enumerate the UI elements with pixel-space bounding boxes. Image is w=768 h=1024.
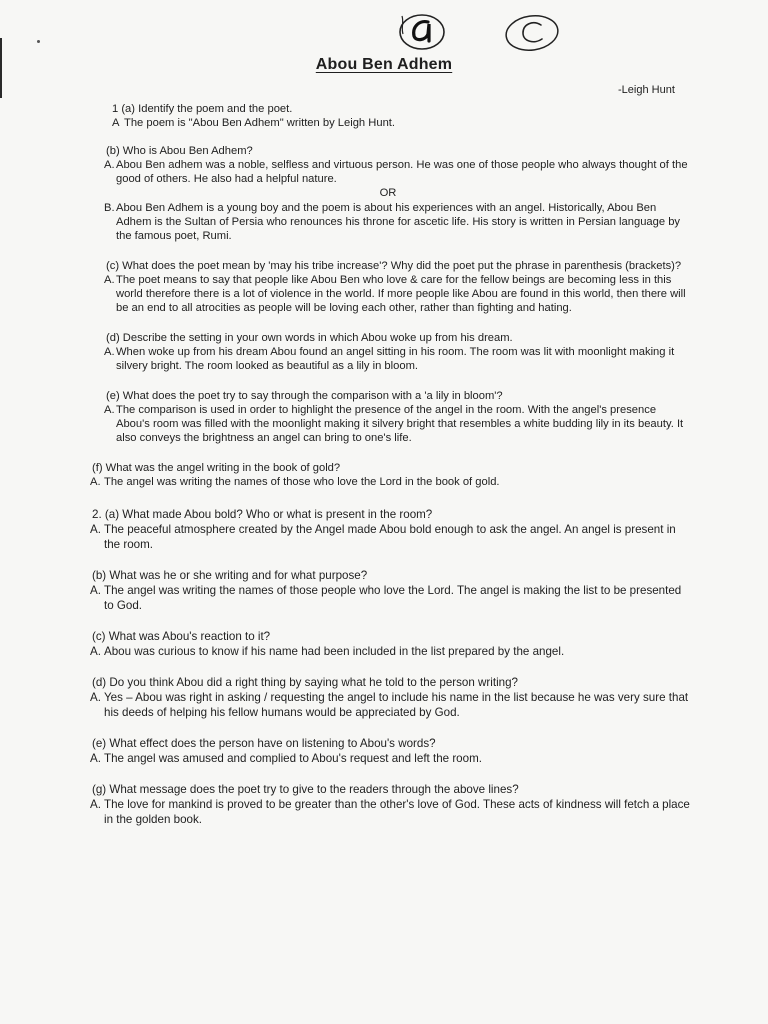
answer-marker: A [112, 117, 120, 129]
question-text: (g) What message does the poet try to give to the readers through the above lines? [92, 783, 519, 796]
answer-marker: A. [104, 274, 115, 286]
answer-text: The angel was writing the names of those who love the Lord in the book of gold. [104, 476, 500, 488]
answer-text: Abou was curious to know if his name had been included in the list prepared by the angel. [104, 645, 565, 658]
handwritten-circled-a-mark [392, 10, 448, 52]
answer-text: The peaceful atmosphere created by the Angel made Abou bold enough to ask the angel. An angel is present in the room. [104, 523, 676, 551]
answer-row [90, 583, 690, 613]
qa-1a [86, 102, 690, 130]
answer-text: The comparison is used in order to highlight the presence of the angel in the room. With the angel's presence Abou's room was filled with the moonlight making it silvery bright that resembles a white budding lily in its beauty. It also conveys the brightness an angel can bring to one's life. [116, 404, 684, 444]
question-text: (c) What was Abou's reaction to it? [92, 630, 271, 643]
answer-marker: A. [90, 645, 101, 658]
answer-row [90, 475, 690, 489]
qa-1e [86, 389, 690, 445]
author-line: -Leigh Hunt [618, 84, 675, 96]
qa-1c [86, 259, 690, 315]
answer-row [90, 690, 690, 720]
page-title [0, 56, 768, 74]
question-text: (f) What was the angel writing in the book of gold? [92, 462, 341, 474]
question-text: 2. (a) What made Abou bold? Who or what is present in the room? [92, 508, 433, 521]
answer-text: The angel was writing the names of those people who love the Lord. The angel is making the list to be presented to God. [104, 584, 682, 612]
answer-marker: A. [90, 691, 101, 704]
qa-2a [86, 507, 690, 552]
qa-2c [86, 629, 690, 659]
answer-row [90, 522, 690, 552]
or-separator: OR [379, 187, 397, 199]
answer-text: When woke up from his dream Abou found an angel sitting in his room. The room was lit with moonlight making it silvery bright. The room looked as beautiful as a lily in bloom. [116, 346, 675, 372]
answer-row [90, 751, 690, 766]
stray-ink-dot [37, 40, 40, 43]
answer-marker: A. [90, 476, 101, 488]
qa-1d [86, 331, 690, 373]
answer-text: The angel was amused and complied to Abou's request and left the room. [104, 752, 482, 765]
handwritten-circled-c-mark [503, 12, 561, 54]
author-name: Leigh Hunt [621, 84, 675, 96]
answer-row [104, 273, 690, 315]
answer-row [90, 797, 690, 827]
question-text: (b) Who is Abou Ben Adhem? [106, 145, 253, 157]
qa-1f [86, 461, 690, 489]
answer-marker: A. [90, 523, 101, 536]
answer-text: The poem is "Abou Ben Adhem" written by Leigh Hunt. [124, 117, 396, 129]
answer-marker: A. [90, 584, 101, 597]
question-text: (d) Do you think Abou did a right thing by saying what he told to the person writing? [92, 676, 519, 689]
answer-marker: A. [90, 798, 101, 811]
answer-text: Yes – Abou was right in asking / requesting the angel to include his name in the list because he was very sure that his deeds of helping his fellow humans would be appreciated by God. [104, 691, 689, 719]
question-text: (b) What was he or she writing and for what purpose? [92, 569, 368, 582]
answer-marker: A. [104, 404, 115, 416]
answer-text: Abou Ben Adhem is a young boy and the poem is about his experiences with an angel. Historically, Abou Ben Adhem is the Sultan of Persia who renounces his throne for ascetic life. His story is written in Persian language by the famous poet, Rumi. [116, 202, 681, 242]
question-text: 1 (a) Identify the poem and the poet. [112, 103, 293, 115]
qa-1b [86, 144, 690, 243]
qa-2b [86, 568, 690, 613]
qa-2e [86, 736, 690, 766]
answer-row [104, 403, 690, 445]
answer-row [90, 644, 690, 659]
qa-2d [86, 675, 690, 720]
answer-marker: A. [104, 159, 115, 171]
answer-text: Abou Ben adhem was a noble, selfless and virtuous person. He was one of those people who always thought of the good of others. He also had a helpful nature. [116, 159, 688, 185]
alternate-answer-row [104, 201, 690, 243]
answer-text: The poet means to say that people like Abou Ben who love & care for the fellow beings are becoming less in this world therefore there is a lot of violence in the world. If more people like Abou are found in this world, then there will be an end to all atrocities as people will be loving each other, rather than fighting and hating. [116, 274, 686, 314]
answer-row [104, 158, 690, 186]
answer-marker: B. [104, 202, 115, 214]
title-text: Abou Ben Adhem [315, 56, 453, 73]
answer-marker: A. [90, 752, 101, 765]
qa-2g [86, 782, 690, 827]
question-text: (d) Describe the setting in your own words in which Abou woke up from his dream. [106, 332, 513, 344]
document-content [86, 102, 690, 827]
question-text: (e) What does the poet try to say through the comparison with a 'a lily in bloom'? [106, 390, 503, 402]
answer-marker: A. [104, 346, 115, 358]
answer-row [104, 345, 690, 373]
answer-row [112, 116, 690, 130]
question-text: (e) What effect does the person have on listening to Abou's words? [92, 737, 436, 750]
question-text: (c) What does the poet mean by 'may his tribe increase'? Why did the poet put the phrase in parenthesis (brackets)? [106, 260, 682, 272]
answer-text: The love for mankind is proved to be greater than the other's love of God. These acts of kindness will fetch a place in the golden book. [104, 798, 690, 826]
